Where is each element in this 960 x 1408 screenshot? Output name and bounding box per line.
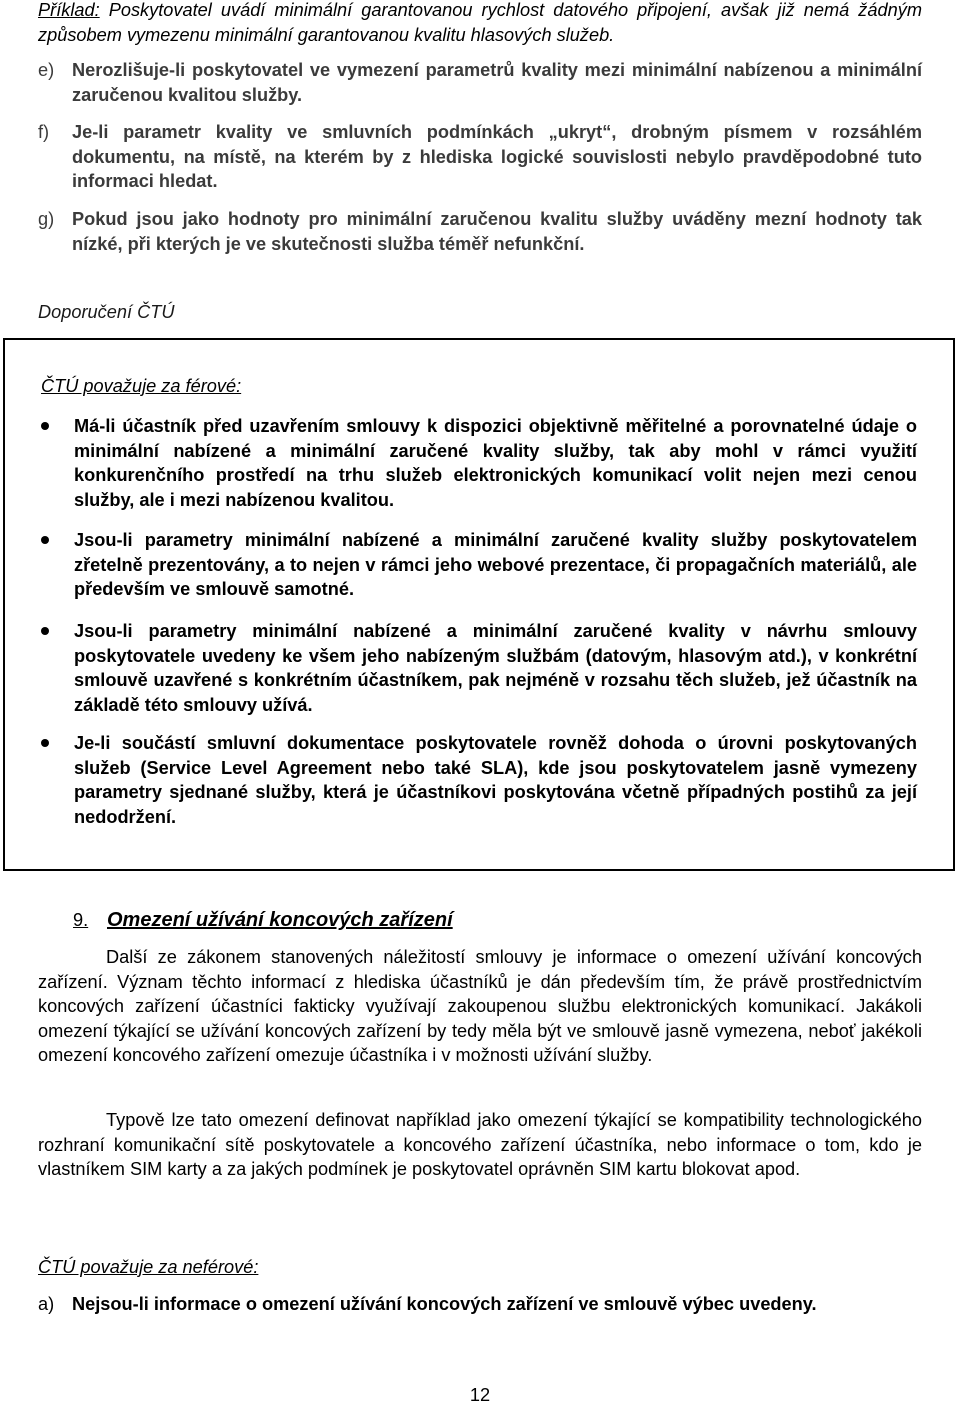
section-number: 9.	[73, 910, 89, 930]
list-text: Nejsou-li informace o omezení užívání koncových zařízení ve smlouvě výbec uvedeny.	[72, 1294, 817, 1314]
page-number: 12	[469, 1385, 491, 1405]
bullet-text: Má-li účastník před uzavřením smlouvy k dispozici objektivně měřitelné a porovnatelné údaje o minimální nabízené a minimální zaručené kvality služby, tak aby mohl v rámci využití konkurenčního prostředí na trhu služeb elektronických komunikací volit nejen mezi cenou služby, ale i mezi nabízenou kvalitou.	[74, 416, 917, 510]
bullet-icon	[41, 536, 49, 544]
fair-practices-box	[3, 338, 955, 871]
bullet-item	[41, 414, 917, 512]
section-paragraph: Typově lze tato omezení definovat například jako omezení týkající se kompatibility technologického rozhraní komunikační sítě poskytovatele a koncového zařízení účastníka, nebo informace o tom, kdo je vlastníkem SIM karty a za jakých podmínek je poskytovatel oprávněn SIM kartu blokovat apod.	[38, 1110, 922, 1179]
example-text: Poskytovatel uvádí minimální garantovanou rychlost datového připojení, avšak již nemá žádným způsobem vymezenu minimální garantovanou kvalitu hlasových služeb.	[38, 0, 922, 45]
list-marker: f)	[38, 122, 50, 142]
section-title: Omezení užívání koncových zařízení	[107, 909, 453, 931]
example-label: Příklad:	[38, 0, 100, 20]
list-text: Pokud jsou jako hodnoty pro minimální zaručenou kvalitu služby uváděny mezní hodnoty tak nízké, při kterých je ve skutečnosti služba téměř nefunkční.	[72, 209, 922, 254]
list-item-g	[38, 207, 922, 256]
section-heading	[73, 908, 453, 933]
list-text: Je-li parametr kvality ve smluvních podmínkách „ukryt“, drobným písmem v rozsáhlém dokumentu, na místě, na kterém by z hlediska logické souvislosti nebylo pravděpodobné tuto informaci hledat.	[72, 122, 922, 191]
bullet-text: Jsou-li parametry minimální nabízené a minimální zaručené kvality služby poskytovatelem zřetelně prezentovány, a to nejen v rámci jeho webové prezentace, či propagačních materiálů, ale především ve smlouvě samotné.	[74, 530, 917, 599]
unfair-item-a	[38, 1292, 922, 1317]
bullet-text: Jsou-li parametry minimální nabízené a minimální zaručené kvality v návrhu smlouvy poskytovatele uvedeny ke všem jeho nabízeným službám (datovým, hlasovým atd.), v konkrétní smlouvě uzavřené s konkrétním účastníkem, pak nejméně v rozsahu těch služeb, jež účastník na základě této smlouvy užívá.	[74, 621, 917, 715]
bullet-item	[41, 528, 917, 602]
recommendation-heading: Doporučení ČTÚ	[38, 302, 175, 322]
box-title: ČTÚ považuje za férové:	[41, 376, 242, 396]
section-paragraph: Další ze zákonem stanovených náležitostí smlouvy je informace o omezení užívání koncových zařízení. Význam těchto informací z hlediska účastníků je dán především tím, že právě prostřednictvím koncových zařízení účastníci fakticky využívají zakoupenou službu elektronických komunikací. Jakákoli omezení týkající se užívání koncových zařízení by tedy měla být ve smlouvě jasně vymezena, neboť jakékoli omezení koncového zařízení omezuje účastníka i v možnosti užívání služby.	[38, 947, 922, 1065]
bullet-item	[41, 731, 917, 829]
list-item-e	[38, 58, 922, 107]
list-text: Nerozlišuje-li poskytovatel ve vymezení parametrů kvality mezi minimální nabízenou a minimální zaručenou kvalitou služby.	[72, 60, 922, 105]
list-marker: g)	[38, 209, 55, 229]
bullet-text: Je-li součástí smluvní dokumentace poskytovatele rovněž dohoda o úrovni poskytovaných služeb (Service Level Agreement nebo také SLA), kde jsou poskytovatelem jasně vymezeny parametry sjednané služby, která je účastníkovi poskytována včetně případných postihů za její nedodržení.	[74, 733, 917, 827]
example-paragraph	[38, 0, 922, 47]
unfair-heading: ČTÚ považuje za neférové:	[38, 1257, 259, 1277]
list-marker: a)	[38, 1294, 55, 1314]
list-item-f	[38, 120, 922, 194]
bullet-item	[41, 619, 917, 717]
bullet-icon	[41, 422, 49, 430]
bullet-icon	[41, 627, 49, 635]
list-marker: e)	[38, 60, 55, 80]
bullet-icon	[41, 739, 49, 747]
